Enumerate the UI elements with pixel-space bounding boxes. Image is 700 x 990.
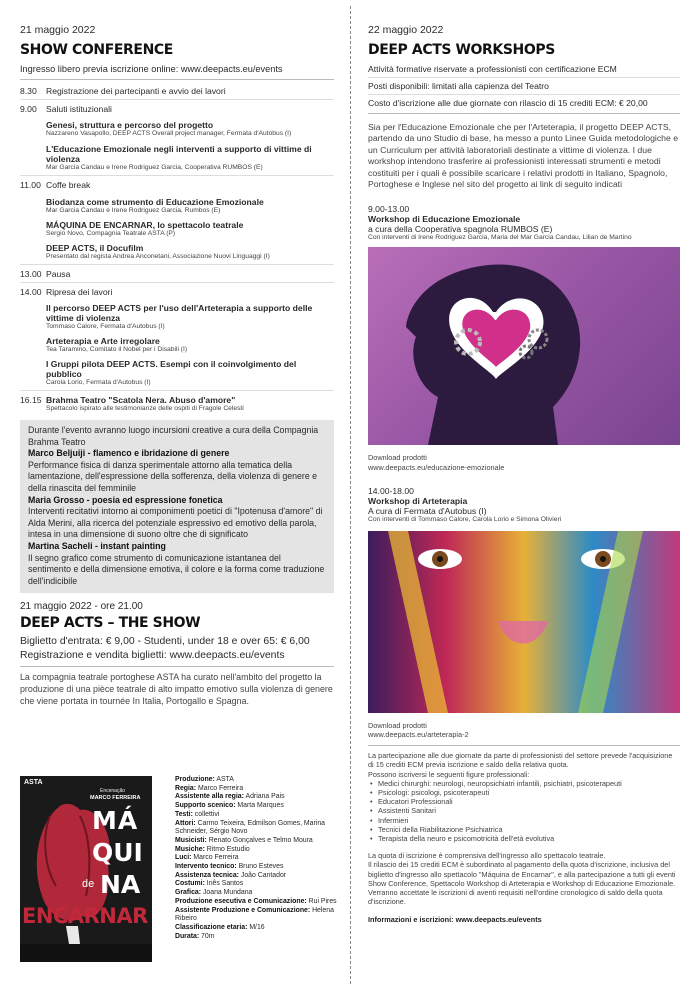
credit-value: Marta Marques	[237, 802, 284, 810]
program-item	[20, 180, 334, 190]
show-section	[20, 601, 334, 707]
conference-date: 21 maggio 2022	[20, 24, 96, 36]
contact-info[interactable]: Informazioni e iscrizioni: www.deepacts.eu/events	[368, 914, 542, 924]
credit-role: Intervento tecnico:	[175, 863, 237, 871]
credit-role: Supporto scenico:	[175, 802, 236, 810]
show-date: 21 maggio 2022 - ore 21.00	[20, 601, 143, 613]
session-title: Biodanza come strumento di Educazione Emozionale	[46, 197, 264, 207]
program-session	[46, 243, 334, 260]
credit-row	[175, 837, 345, 846]
program-time: 11.00	[20, 180, 41, 190]
credit-value: collettivi	[194, 810, 220, 818]
credit-role: Assistente Produzione e Comunicazione:	[175, 906, 311, 914]
performer-title: Maria Grosso - poesia ed espressione fonetica	[28, 494, 223, 505]
credit-row	[175, 802, 345, 811]
session-title: DEEP ACTS, il Docufilm	[46, 243, 144, 253]
credit-value: João Cantador	[240, 871, 287, 879]
divider	[20, 282, 334, 283]
credit-role: Musiche:	[175, 845, 205, 853]
session-title: Brahma Teatro "Scatola Nera. Abuso d'amore"	[46, 395, 236, 405]
list-item: • Medici chirurghi: neurologi, neuropsichiatri infantili, psichiatri, psicoterapeuti	[368, 779, 680, 788]
workshops-date: 22 maggio 2022	[368, 24, 444, 36]
program-text: Ripresa dei lavori	[46, 287, 113, 297]
credit-row	[175, 776, 345, 785]
credit-row	[175, 854, 345, 863]
workshops-info: Attività formative riservate a professionisti con certificazione ECM	[368, 64, 617, 74]
poster-director: MARCO FERREIRA	[90, 795, 141, 801]
performer-desc: Interventi recitativi intorno ai componimenti poetici di "Ipotenusa d'amore" di Alda Merini, alla ricerca del potenziale espressivo ed emotivo della parola, intesa in una dimensione di suono oltre che di significato	[28, 506, 323, 540]
program-item	[20, 86, 334, 96]
list-item: • Assistenti Sanitari	[368, 806, 680, 815]
credit-role: Produzione:	[175, 776, 215, 783]
credit-row	[175, 880, 345, 889]
poster-word: NA	[100, 870, 141, 899]
painted-face-image	[368, 531, 680, 713]
fee-text: La quota di iscrizione è comprensiva dell'ingresso allo spettacolo teatrale.	[368, 851, 606, 861]
program-time: 9.00	[20, 104, 37, 114]
list-item: • Infermieri	[368, 816, 680, 825]
credit-value: M/16	[249, 923, 265, 931]
show-poster	[20, 776, 152, 962]
session-note: Spettacolo ispirato alle testimonianze delle ospiti di Fragole Celesti	[46, 405, 244, 412]
program-session	[46, 359, 334, 386]
list-item: • Tecnici della Riabilitazione Psichiatrica	[368, 825, 680, 834]
credit-role: Produzione esecutiva e Comunicazione:	[175, 897, 307, 905]
performer-title: Marco Beljuiji - flamenco e ibridazione di genere	[28, 448, 230, 459]
face-illustration	[368, 531, 680, 713]
session-title: I Gruppi pilota DEEP ACTS. Esempi con il coinvolgimento del pubblico	[46, 359, 297, 379]
list-item: • Educatori Professionali	[368, 797, 680, 806]
credit-role: Luci:	[175, 854, 192, 862]
creative-incursions-box	[20, 420, 334, 593]
program-session	[46, 303, 334, 330]
program-session	[46, 197, 334, 214]
credit-role: Attori:	[175, 819, 196, 827]
performer-desc: Il segno grafico come strumento di comunicazione istantanea del sentimento e della dimensione emotiva, il colore e la forma come traduzione dell'indicibile	[28, 552, 325, 586]
list-item: • Terapista della neuro e psicomotricità dell'età evolutiva	[368, 834, 680, 843]
workshops-info: Costo d'iscrizione alle due giornate con rilascio di 15 crediti ECM: € 20,00	[368, 98, 648, 108]
program-session	[46, 336, 334, 353]
poster-word: de	[82, 878, 95, 890]
divider	[20, 666, 334, 667]
workshop-art-therapy	[368, 486, 680, 739]
workshop-emotional	[368, 204, 680, 471]
show-registration: Registrazione e vendita biglietti: www.deepacts.eu/events	[20, 650, 285, 662]
divider	[20, 264, 334, 265]
session-title: L'Educazione Emozionale negli interventi a supporto di vittime di violenza	[46, 144, 312, 164]
program-text: Saluti istituzionali	[46, 104, 112, 114]
credit-row	[175, 820, 345, 837]
credit-value: 70m	[201, 932, 215, 940]
conference-subtitle: Ingresso libero previa iscrizione online: www.deepacts.eu/events	[20, 64, 283, 74]
credit-value: ASTA	[216, 776, 234, 783]
column-divider	[350, 6, 351, 984]
divider	[20, 79, 334, 80]
credit-row	[175, 785, 345, 794]
poster-staging: Encenação	[100, 788, 126, 794]
session-note: Sergio Novo, Compagnia Teatrale ASTA (P)	[46, 230, 176, 237]
divider	[20, 175, 334, 176]
workshop-by: A cura di Fermata d'Autobus (I)	[368, 505, 487, 516]
credit-value: Joana Mundana	[202, 889, 253, 897]
session-title: Genesi, struttura e percorso del progetto	[46, 120, 214, 130]
credit-role: Classificazione etaria:	[175, 923, 248, 931]
credit-role: Assistente alla regia:	[175, 793, 244, 801]
session-note: Mar Garcia Candau e Irene Rodriguez Garcia, Rumbos (E)	[46, 207, 221, 214]
list-item: • Psicologi: psicologi, psicoterapeuti	[368, 788, 680, 797]
credit-value: Marco Ferreira	[197, 784, 244, 792]
performer-desc: Performance fisica di danza sperimentale attorno alla tematica della lamentazione, dell'espressione della sofferenza, della violenza di genere e della rinascita del femminile	[28, 459, 318, 493]
divider	[368, 745, 680, 746]
program-session	[46, 395, 244, 412]
divider	[368, 113, 680, 114]
credit-role: Costumi:	[175, 880, 205, 888]
workshop-title: Workshop di Educazione Emozionale	[368, 214, 521, 225]
program-session	[46, 120, 334, 137]
download-label: Download prodotti	[368, 720, 427, 730]
poster-word: QUI	[92, 838, 143, 867]
credit-role: Grafica:	[175, 889, 202, 897]
poster-word: MÁ	[92, 806, 139, 835]
conference-title: SHOW CONFERENCE	[20, 42, 173, 58]
credit-row	[175, 924, 345, 933]
credit-value: Carmo Teixeira, Edmilson Gomes, Marina Schneider, Sérgio Novo	[175, 819, 325, 836]
credit-row	[175, 863, 345, 872]
poster-word: ENCARNAR	[22, 904, 148, 928]
credit-role: Musicisti:	[175, 836, 207, 844]
credit-value: Renato Gonçalves e Telmo Moura	[208, 836, 313, 844]
participation-text: La partecipazione alle due giornate da parte di professionisti del settore prevede l'acquisizione di 15 crediti ECM previa iscrizione e saldo della relativa quota.	[368, 751, 673, 770]
credit-value: Helena Ribeiro	[175, 906, 334, 923]
professions-list	[368, 779, 680, 843]
right-column	[368, 0, 680, 924]
box-intro: Durante l'evento avranno luogo incursioni creative a cura della Compagnia Brahma Teatro	[28, 425, 319, 447]
credit-role: Assistenza tecnica:	[175, 871, 239, 879]
show-ticket: Biglietto d'entrata: € 9,00 - Studenti, under 18 e over 65: € 6,00	[20, 636, 310, 648]
program-session	[46, 144, 334, 171]
credit-row	[175, 933, 345, 942]
head-heart-illustration	[368, 247, 680, 445]
workshop-time: 9.00-13.00	[368, 204, 410, 215]
credit-row	[175, 872, 345, 881]
session-note: Carola Lorio, Fermata d'Autobus (I)	[46, 379, 151, 386]
left-column	[20, 0, 337, 940]
credit-value: Ritmo Estudio	[206, 845, 250, 853]
session-title: MÁQUINA DE ENCARNAR, lo spettacolo teatrale	[46, 220, 244, 230]
divider	[368, 94, 680, 95]
credit-value: Inês Santos	[206, 880, 244, 888]
show-description: La compagnia teatrale portoghese ASTA ha curato nell'ambito del progetto la produzione di una pièce teatrale di alto impatto emotivo sulla violenza di genere che viene portata in tournée In Italia, Portogallo e Spagna.	[20, 672, 333, 706]
workshops-info: Posti disponibili: limitati alla capienza del Teatro	[368, 81, 549, 91]
show-credits	[175, 776, 345, 941]
poster-logo: ASTA	[24, 779, 43, 786]
credit-row	[175, 793, 345, 802]
program-item	[20, 269, 334, 279]
workshop-with: Con interventi di Tommaso Calore, Carola Lorio e Simona Olivieri	[368, 515, 562, 523]
credit-row	[175, 898, 345, 907]
workshops-title: DEEP ACTS WORKSHOPS	[368, 42, 555, 58]
program-item	[20, 287, 334, 297]
download-label: Download prodotti	[368, 453, 427, 463]
workshop-time: 14.00-18.00	[368, 485, 414, 496]
session-note: Presentato dal regista Andrea Anconetani, Associazione Nuovi Linguaggi (I)	[46, 253, 270, 260]
emotional-education-image	[368, 247, 680, 445]
poster-artwork	[20, 776, 152, 962]
credit-role: Testi:	[175, 810, 193, 818]
credit-value: Adriana Pais	[245, 793, 285, 801]
session-note: Tommaso Calore, Fermata d'Autobus (I)	[46, 323, 165, 330]
session-note: Tea Taramino, Comitato il Nobel per i Disabili (I)	[46, 346, 188, 353]
program-text: Pausa	[46, 269, 71, 279]
program-time: 8.30	[20, 86, 37, 96]
program-text: Registrazione dei partecipanti e avvio dei lavori	[46, 86, 226, 96]
workshop-by: a cura della Cooperativa spagnola RUMBOS (E)	[368, 224, 553, 235]
credit-role: Regia:	[175, 784, 197, 792]
workshop-with: Con interventi di Irene Rodriguez Garcia, Maria del Mar Garcia Candau, Lilian de Martino	[368, 234, 632, 242]
credit-value: Rui Pires	[308, 897, 337, 905]
program-item	[20, 395, 334, 412]
session-note: Nazzareno Vasapollo, DEEP ACTS Overall project manager, Fermata d'Autobus (I)	[46, 130, 292, 137]
acceptance-text: Verranno accettate le iscrizioni di aventi requisiti nell'ordine cronologico di saldo della quota d'iscrizione.	[368, 888, 663, 907]
workshop-title: Workshop di Arteterapia	[368, 495, 468, 506]
session-title: Arteterapia e Arte irregolare	[46, 336, 160, 346]
credits-text: Il rilascio dei 15 crediti ECM è subordinato al pagamento della quota d'iscrizione, inclusiva del biglietto d'ingresso allo spettacolo "Máquina de Encarnar", e alla partecipazione a tutti gli eventi Show Conference, Spettacolo Workshop di Arteterapia e Workshop di Educazione Emozionale.	[368, 860, 676, 888]
program-list	[20, 86, 334, 412]
credit-value: Bruno Esteves	[238, 863, 284, 871]
divider	[368, 77, 680, 78]
workshops-intro: Sia per l'Educazione Emozionale che per l'Arteterapia, il progetto DEEP ACTS, partendo da uno Studio di base, ha messo a punto Linee Guida metodologiche e un Curriculum per attività laboratoriali destinate a vittime di violenza. I due workshop intendono trasferire ai professionisti interessati strumenti e metodi costituiti per i quali è possibile scaricare i relativi prodotti in Italiano, Spagnolo, Portoghese e Inglese nel sito del progetto ai link di seguito indicati	[368, 122, 679, 190]
credit-role: Durata:	[175, 932, 200, 940]
program-text: Coffe break	[46, 180, 91, 190]
download-link[interactable]: www.deepacts.eu/educazione-emozionale	[368, 462, 505, 472]
program-time: 16.15	[20, 395, 42, 405]
show-title: DEEP ACTS – THE SHOW	[20, 615, 201, 632]
program-time: 13.00	[20, 269, 42, 279]
credit-row	[175, 811, 345, 820]
divider	[20, 99, 334, 100]
session-title: Il percorso DEEP ACTS per l'uso dell'Arteterapia a supporto delle vittime di violenza	[46, 303, 313, 323]
credit-row	[175, 889, 345, 898]
credit-value: Marco Ferreira	[193, 854, 239, 862]
participation-text: Possono iscriversi le seguenti figure professionali:	[368, 769, 530, 779]
program-item	[20, 104, 334, 114]
performer-title: Martina Sacheli - instant painting	[28, 540, 166, 551]
program-session	[46, 220, 334, 237]
credit-row	[175, 907, 345, 924]
download-link[interactable]: www.deepacts.eu/arteterapia-2	[368, 730, 469, 740]
session-note: Mar Garcia Candau e Irene Rodriguez Garcia, Cooperativa RUMBOS (E)	[46, 164, 263, 171]
divider	[20, 390, 334, 391]
credit-row	[175, 846, 345, 855]
program-time: 14.00	[20, 287, 42, 297]
